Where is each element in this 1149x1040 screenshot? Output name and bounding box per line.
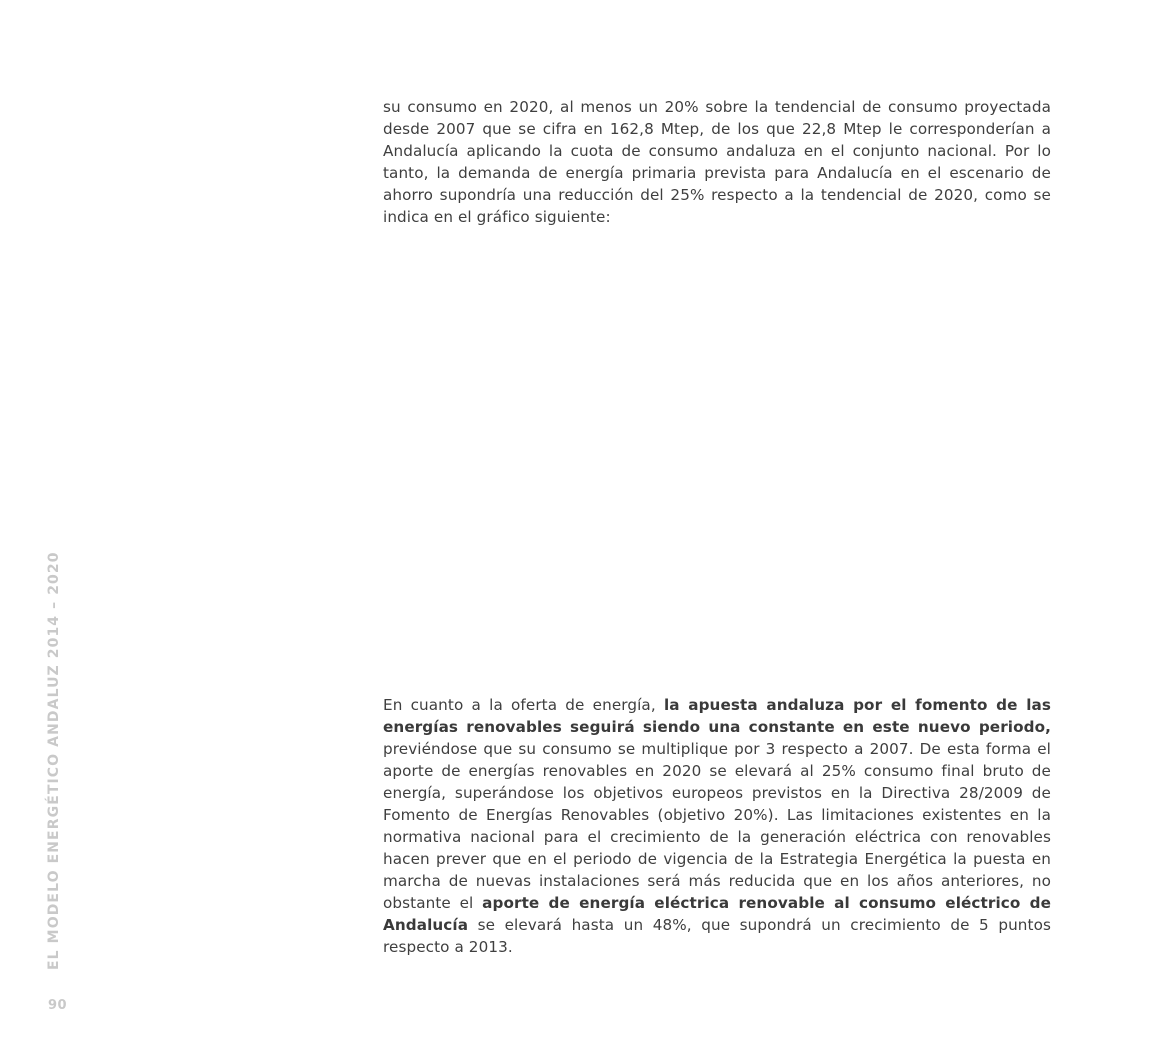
paragraph-1-text: su consumo en 2020, al menos un 20% sobre la tendencial de consumo proyectada desde 2007 que se cifra en 162,8 Mtep, de los que 22,8 Mtep le corresponderían a Andalucía aplicando la cuota de consumo andaluza en el conjunto nacional. Por lo tanto, la demanda de energía primaria prevista para Andalucía en el escenario de ahorro supondría una reducción del 25% respecto a la tendencial de 2020, como se indica en el gráfico siguiente:	[383, 98, 1051, 226]
paragraph-2-bold-1: la apuesta andaluza por el fomento de las energías renovables seguirá siendo una constante en este nuevo periodo,	[383, 696, 1051, 736]
page-number: 90	[48, 998, 68, 1013]
body-paragraph-2	[383, 694, 1051, 958]
running-title: EL MODELO ENERGÉTICO ANDALUZ 2014 – 2020	[46, 551, 62, 970]
paragraph-2-text-2: previéndose que su consumo se multiplique por 3 respecto a 2007. De esta forma el aporte de energías renovables en 2020 se elevará al 25% consumo final bruto de energía, superándose los objetivos europeos previstos en la Directiva 28/2009 de Fomento de Energías Renovables (objetivo 20%). Las limitaciones existentes en la normativa nacional para el crecimiento de la generación eléctrica con renovables hacen prever que en el periodo de vigencia de la Estrategia Energética la puesta en marcha de nuevas instalaciones será más reducida que en los años anteriores, no obstante el	[383, 740, 1051, 912]
paragraph-2-text-3: se elevará hasta un 48%, que supondrá un crecimiento de 5 puntos respecto a 2013.	[383, 916, 1051, 956]
paragraph-2-bold-2: aporte de energía eléctrica renovable al consumo eléctrico de Andalucía	[383, 894, 1051, 934]
chart-area-blank	[383, 240, 1051, 680]
paragraph-2-text-1: En cuanto a la oferta de energía,	[383, 696, 664, 714]
body-paragraph-1	[383, 96, 1051, 228]
